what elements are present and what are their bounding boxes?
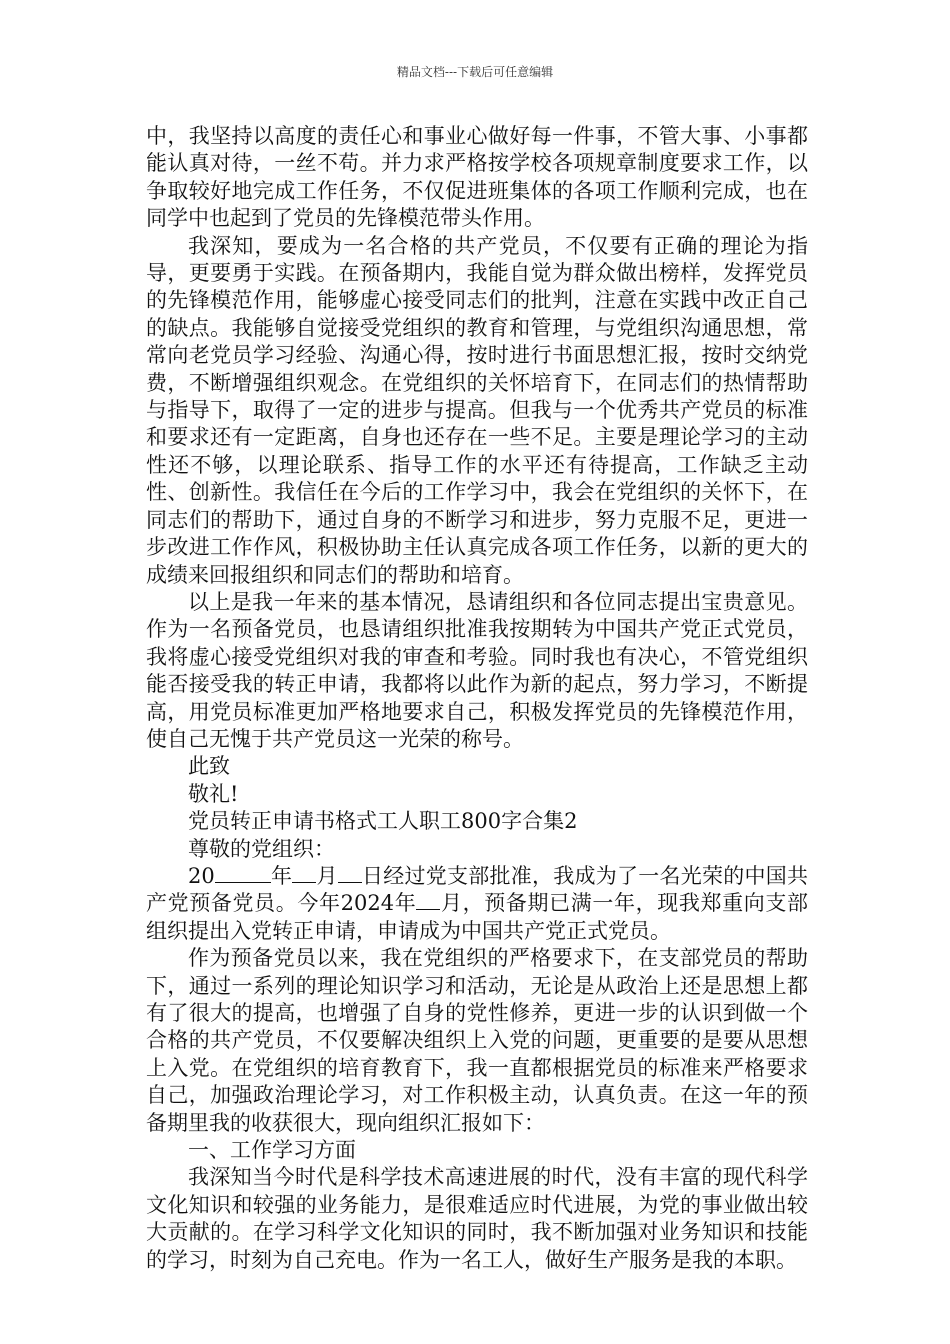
paragraph-progress: 作为预备党员以来，我在党组织的严格要求下，在支部党员的帮助下，通过一系列的理论知识学习和活动，无论是从政治上还是思想上都有了很大的提高，也增强了自身的党性修养，更进一步的认识到做一个合格的共产党员，不仅要解决组织上入党的问题，更重要的是要从思想上入党。在党组织的培育教育下，我一直都根据党员的标准来严格要求自己，加强政治理论学习，对工作积极主动，认真负责。在这一年的预备期里我的收获很大，现向组织汇报如下： [146, 946, 808, 1135]
document-title-2: 党员转正申请书格式工人职工800字合集2 [188, 809, 578, 834]
month-blank-2 [416, 891, 440, 910]
paragraph-request: 以上是我一年来的基本情况，恳请组织和各位同志提出宝贵意见。作为一名预备党员，也恳请组织批准我按期转为中国共产党正式党员，我将虚心接受党组织对我的审查和考验。同时我也有决心，不管党组织能否接受我的转正申请，我都将以此作为新的起点，努力学习，不断提高，用党员标准更加严格地要求自己，积极发挥党员的先锋模范作用，使自己无愧于共产党员这一光荣的称号。 [146, 589, 808, 751]
salutation: 尊敬的党组织： [188, 836, 335, 861]
closing-jingli: 敬礼! [188, 781, 239, 806]
paragraph-approval [146, 863, 808, 945]
paragraph-knowledge: 我深知当今时代是科学技术高速进展的时代，没有丰富的现代科学文化知识和较强的业务能力，是很难适应时代进展，为党的事业做出较大贡献的。在学习科学文化知识的同时，我不断加强对业务知识和技能的学习，时刻为自己充电。作为一名工人，做好生产服务是我的本职。 [146, 1165, 808, 1272]
year-label: 年 [270, 863, 293, 888]
closing-cizhi: 此致 [188, 754, 230, 779]
paragraph-practice: 我深知，要成为一名合格的共产党员，不仅要有正确的理论为指导，更要勇于实践。在预备期内，我能自觉为群众做出榜样，发挥党员的先锋模范作用，能够虚心接受同志们的批判，注意在实践中改正自己的缺点。我能够自觉接受党组织的教育和管理，与党组织沟通思想，常常向老党员学习经验、沟通心得，按时进行书面思想汇报，按时交纳党费，不断增强组织观念。在党组织的关怀培育下，在同志们的热情帮助与指导下，取得了一定的进步与提高。但我与一个优秀共产党员的标准和要求还有一定距离，自身也还存在一些不足。主要是理论学习的主动性还不够，以理论联系、指导工作的水平还有待提高，工作缺乏主动性、创新性。我信任在今后的工作学习中，我会在党组织的关怀下，在同志们的帮助下，通过自身的不断学习和进步，努力克服不足，更进一步改进工作作风，积极协助主任认真完成各项工作任务，以新的更大的成绩来回报组织和同志们的帮助和培育。 [146, 233, 808, 587]
document-body [146, 123, 808, 1274]
year-blank [215, 864, 271, 883]
year-prefix: 20 [188, 863, 215, 888]
approval-text-2: 月，预备期已满一年，现我郑重向支部组织提出入党转正申请，申请成为中国共产党正式党员。 [146, 891, 808, 943]
section-heading-work-study: 一、工作学习方面 [188, 1138, 356, 1163]
page-header: 精品文档---下载后可任意编辑 [396, 65, 554, 79]
month-label: 月 [316, 863, 338, 888]
day-blank [338, 864, 362, 883]
month-blank [292, 864, 316, 883]
paragraph-continuation: 中，我坚持以高度的责任心和事业心做好每一件事，不管大事、小事都能认真对待，一丝不苟。并力求严格按学校各项规章制度要求工作，以争取较好地完成工作任务，不仅促进班集体的各项工作顺利完成，也在同学中也起到了党员的先锋模范带头作用。 [146, 124, 808, 231]
approval-text: 日经过党支部批准，我成为了一名光荣的中国共产党预备党员。今年2024年 [146, 863, 809, 916]
